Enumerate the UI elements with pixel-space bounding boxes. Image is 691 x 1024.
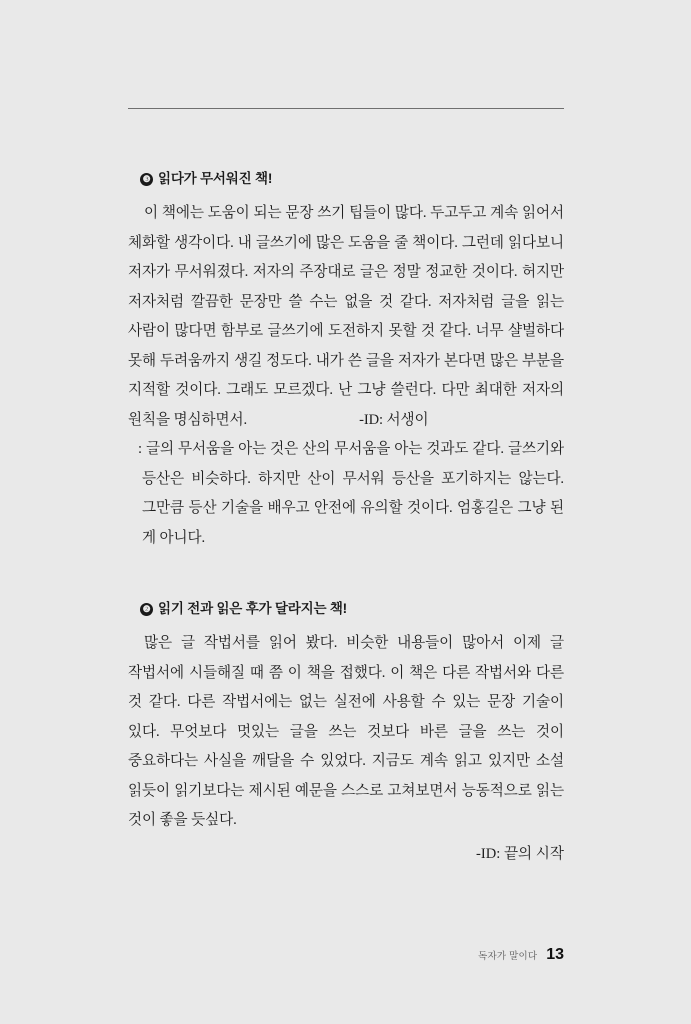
number-badge-icon: ❸ [140,173,153,186]
section-signature: -ID: 끝의 시작 [475,845,564,862]
top-divider [128,108,564,109]
page-content [128,108,564,869]
section-body-text: 이 책에는 도움이 되는 문장 쓰기 팁들이 많다. 두고두고 계속 읽어서 체화할 생각이다. 내 글쓰기에 많은 도움을 줄 책이다. 그런데 읽다보니 저자가 무서워졌다. 저자의 주장대로 글은 정말 정교한 것이다. 허지만 저자처럼 깔끔한 문장만 쓸 수는 없을 것 같다. 저자처럼 글을 읽는 사람이 많다면 함부로 글쓰기에 도전하지 못할 것 같다. 너무 샬벌하다 못해 두려움까지 생길 정도다. 내가 쓴 글을 저자가 본다면 많은 부분을 지적할 것이다. 그래도 모르겠다. 난 그냥 쓸런다. 다만 최대한 저자의 원칙을 명심하면서. [128,205,564,428]
section-body [128,199,564,435]
section-body: 많은 글 작법서를 읽어 봤다. 비슷한 내용들이 많아서 이제 글 작법서에 시들해질 때 쯤 이 책을 접했다. 이 책은 다른 작법서와 다른 것 같다. 다른 작법서에는 없는 실전에 사용할 수 있는 문장 기술이 있다. 무엇보다 멋있는 글을 쓰는 것보다 바른 글을 쓰는 것이 중요하다는 사실을 깨달을 수 있었다. 지금도 계속 읽고 있지만 소설 읽듯이 읽기보다는 제시된 예문을 스스로 고쳐보면서 능동적으로 읽는 것이 좋을 듯싶다. [128,635,564,828]
review-section-7 [128,597,564,869]
section-heading [128,597,564,617]
review-section-8 [128,167,564,553]
section-note: : 글의 무서움을 아는 것은 산의 무서움을 아는 것과도 같다. 글쓰기와 등산은 비슷하다. 하지만 산이 무서워 등산을 포기하지는 않는다. 그만큼 등산 기술을 배우고 안전에 유의할 것이다. 엄홍길은 그냥 된 게 아니다. [138,441,564,546]
section-heading-text: 읽기 전과 읽은 후가 달라지는 책! [158,601,347,616]
page-footer [128,946,564,964]
number-badge-icon: ❷ [140,603,153,616]
page-number: 13 [546,946,564,963]
section-heading [128,167,564,187]
section-heading-text: 읽다가 무서워진 책! [158,171,273,186]
footer-label: 독자가 말이다 [478,951,538,962]
section-signature: -ID: 서생이 [359,411,429,428]
